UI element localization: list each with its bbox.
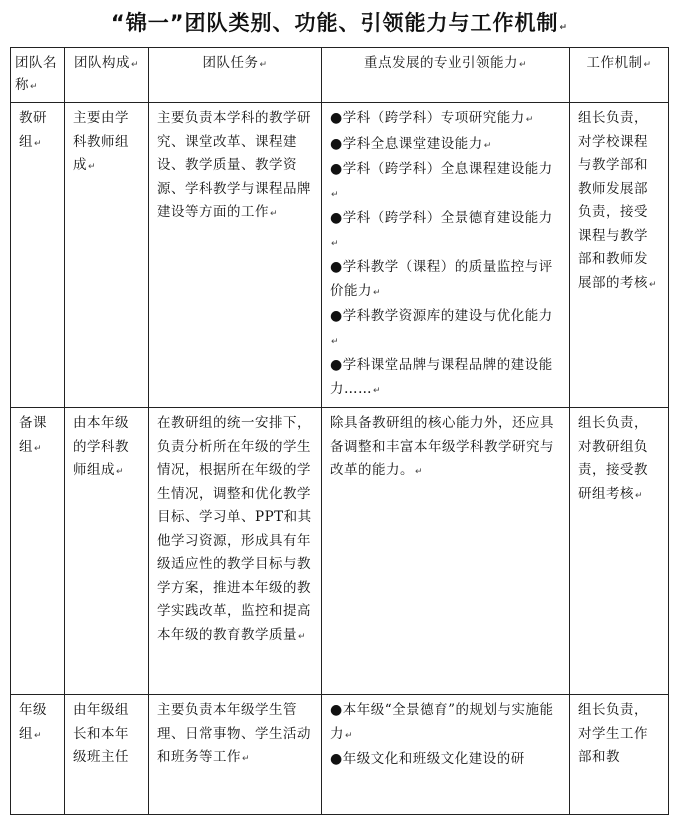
cell-mechanism: 组长负责，对学校课程与教学部和教师发展部负责，接受课程与教学部和教师发展部的考核↵ [570,103,669,408]
ability-item: ●学科教学（课程）的质量监控与评价能力↵ [330,259,553,299]
ability-item: ●学科教学资源库的建设与优化能力↵ [330,308,553,347]
table-row [11,103,669,408]
cell-task: 主要负责本年级学生管理、日常事物、学生活动和班务等工作↵ [149,695,322,815]
team-table [10,47,669,815]
ability-item: ●学科（跨学科）专项研究能力↵ [330,110,534,126]
cell-team-name: 备课组↵ [11,408,65,695]
document-title: “锦一”团队类别、功能、引领能力与工作机制↵ [110,11,569,35]
table-row [11,408,669,695]
header-composition: 团队构成↵ [65,48,149,103]
cell-team-name: 教研组↵ [11,103,65,408]
cell-task: 主要负责本学科的教学研究、课堂改革、课程建设、教学质量、教学资源、学科教学与课程品牌建设等方面的工作↵ [149,103,322,408]
ability-item: ●学科课堂品牌与课程品牌的建设能力……↵ [330,357,553,397]
ability-item: ●学科（跨学科）全景德育建设能力↵ [330,210,553,249]
cell-composition: 由本年级的学科教师组成↵ [65,408,149,695]
cell-mechanism: 组长负责，对教研组负责，接受教研组考核↵ [570,408,669,695]
header-team-name: 团队名称↵ [11,48,65,103]
header-task: 团队任务↵ [149,48,322,103]
ability-item: ●年级文化和班级文化建设的研 [330,751,525,767]
table-row [11,695,669,815]
cell-abilities: 除具备教研组的核心能力外，还应具备调整和丰富本年级学科教学研究与改革的能力。↵ [322,408,570,695]
cell-composition: 主要由学科教师组成↵ [65,103,149,408]
header-row [11,48,669,103]
cell-abilities [322,695,570,815]
header-abilities: 重点发展的专业引领能力↵ [322,48,570,103]
ability-item: ●本年级“全景德育”的规划与实施能力↵ [330,702,554,742]
header-mechanism: 工作机制↵ [570,48,669,103]
ability-item: ●学科全息课堂建设能力↵ [330,135,492,152]
cell-mechanism: 组长负责，对学生工作部和教 [570,695,669,815]
cell-abilities [322,103,570,408]
cell-team-name: 年级组↵ [11,695,65,815]
ability-item: ●学科（跨学科）全息课程建设能力↵ [330,161,553,200]
cell-task: 在教研组的统一安排下，负责分析所在年级的学生情况，根据所在年级的学生情况，调整和优化教学目标、学习单、PPT和其他学习资源，形成具有年级适应性的教学目标与教学方案，推进本年级的教学实践改革，监控和提高本年级的教育教学质量↵ [149,408,322,695]
cell-composition: 由年级组长和本年级班主任 [65,695,149,815]
